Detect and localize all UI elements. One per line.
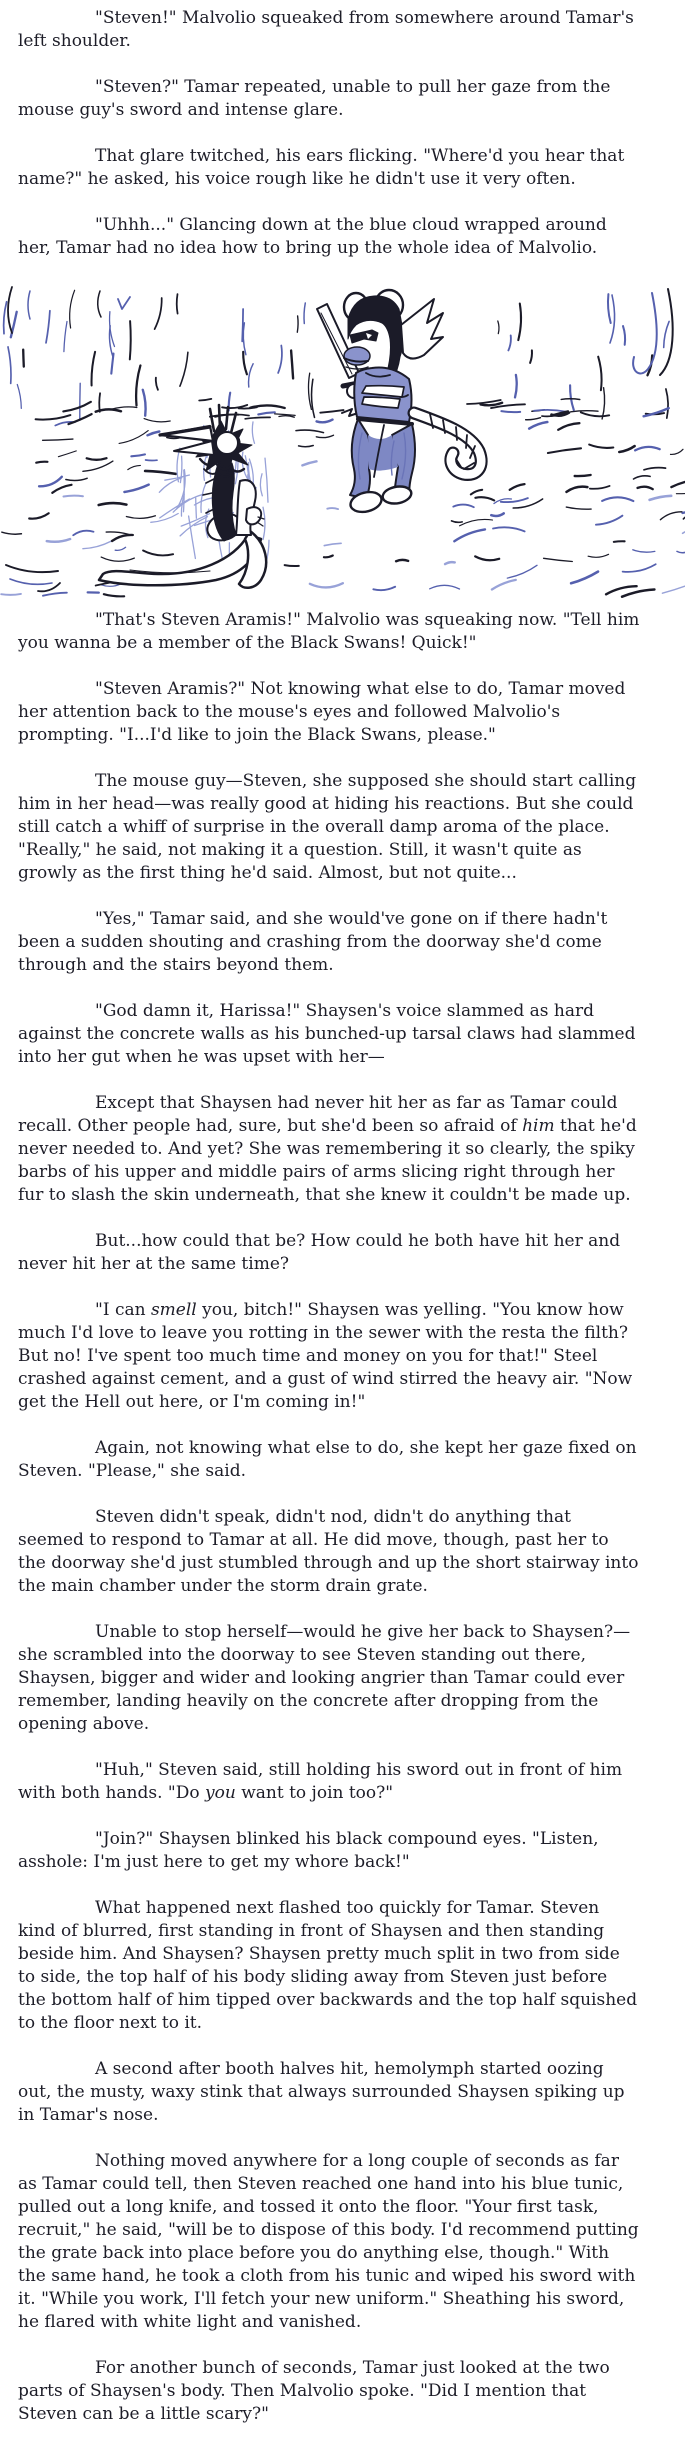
story-paragraph: "Join?" Shaysen blinked his black compound eyes. "Listen, asshole: I'm just here to get my whore back!" (18, 1829, 599, 1872)
story-text-top (18, 7, 640, 260)
story-paragraph: But...how could that be? How could he both have hit her and never hit her at the same time? (18, 1231, 621, 1274)
story-paragraph: "I can smell you, bitch!" Shaysen was yelling. "You know how much I'd love to leave you rotting in the sewer with the resta the filth? But no! I've spent too much time and money on you for that!" Steel crashed against cement, and a gust of wind stirred the heavy air. "Now get the Hell out here, or I'm coming in!" (18, 1300, 633, 1412)
story-paragraph: "Steven?" Tamar repeated, unable to pull her gaze from the mouse guy's sword and intense glare. (18, 77, 611, 120)
story-paragraph: Nothing moved anywhere for a long couple of seconds as far as Tamar could tell, then Steven reached one hand into his blue tunic, pulled out a long knife, and tossed it onto the floor. "Your first task, recruit," he said, "will be to dispose of this body. I'd recommend putting the grate back into place before you do anything else, though." With the same hand, he took a cloth from his tunic and wiped his sword with it. "While you work, I'll fetch your new uniform." Sheathing his sword, he flared with white light and vanished. (18, 2151, 639, 2332)
story-paragraph: "Uhhh..." Glancing down at the blue cloud wrapped around her, Tamar had no idea how to bring up the whole idea of Malvolio. (18, 215, 607, 258)
story-illustration (0, 283, 685, 600)
story-paragraph: Steven didn't speak, didn't nod, didn't do anything that seemed to respond to Tamar at all. He did move, though, past her to the doorway she'd just stumbled through and up the short stairway into the main chamber under the storm drain grate. (18, 1507, 639, 1596)
steven-mouse-figure (317, 290, 481, 512)
story-paragraph: "That's Steven Aramis!" Malvolio was squeaking now. "Tell him you wanna be a member of the Black Swans! Quick!" (18, 610, 640, 653)
story-paragraph: "Yes," Tamar said, and she would've gone on if there hadn't been a sudden shouting and crashing from the doorway she'd come through and the stairs beyond them. (18, 909, 608, 975)
story-paragraph: Unable to stop herself—would he give her back to Shaysen?—she scrambled into the doorway to see Steven standing out there, Shaysen, bigger and wider and looking angrier than Tamar could ever remember, landing heavily on the concrete after dropping from the opening above. (18, 1622, 631, 1734)
story-paragraph: "Steven Aramis?" Not knowing what else to do, Tamar moved her attention back to the mouse's eyes and followed Malvolio's prompting. "I...I'd like to join the Black Swans, please." (18, 679, 626, 745)
story-paragraph: The mouse guy—Steven, she supposed she should start calling him in her head—was really good at hiding his reactions. But she could still catch a whiff of surprise in the overall damp aroma of the place. "Really," he said, not making it a question. Still, it wasn't quite as growly as the first thing he'd said. Almost, but not quite... (18, 771, 637, 883)
rain-and-floor-hatching (1, 287, 685, 597)
story-paragraph: Except that Shaysen had never hit her as far as Tamar could recall. Other people had, sure, but she'd been so afraid of him that he'd never needed to. And yet? She was remembering it so clearly, the spiky barbs of his upper and middle pairs of arms slicing right through her fur to slash the skin underneath, that she knew it couldn't be made up. (18, 1093, 637, 1205)
story-paragraph: Again, not knowing what else to do, she kept her gaze fixed on Steven. "Please," she said. (18, 1438, 637, 1481)
sewer-confrontation-sketch (0, 283, 685, 600)
story-paragraph: "Huh," Steven said, still holding his sword out in front of him with both hands. "Do you want to join too?" (18, 1760, 623, 1803)
story-paragraph: "Steven!" Malvolio squeaked from somewhere around Tamar's left shoulder. (18, 8, 634, 51)
story-paragraph: A second after booth halves hit, hemolymph started oozing out, the musty, waxy stink that always surrounded Shaysen spiking up in Tamar's nose. (18, 2059, 625, 2125)
story-paragraph: "God damn it, Harissa!" Shaysen's voice slammed as hard against the concrete walls as his bunched-up tarsal claws had slammed into her gut when he was upset with her— (18, 1001, 636, 1067)
story-paragraph: That glare twitched, his ears flicking. "Where'd you hear that name?" he asked, his voice rough like he didn't use it very often. (18, 146, 625, 189)
story-paragraph: What happened next flashed too quickly for Tamar. Steven kind of blurred, first standing in front of Shaysen and then standing beside him. And Shaysen? Shaysen pretty much split in two from side to side, the top half of his body sliding away from Steven just before the bottom half of him tipped over backwards and the top half squished to the floor next to it. (18, 1898, 638, 2033)
story-text-bottom (18, 609, 640, 2426)
story-paragraph: For another bunch of seconds, Tamar just looked at the two parts of Shaysen's body. Then Malvolio spoke. "Did I mention that Steven can be a little scary?" (18, 2358, 610, 2424)
